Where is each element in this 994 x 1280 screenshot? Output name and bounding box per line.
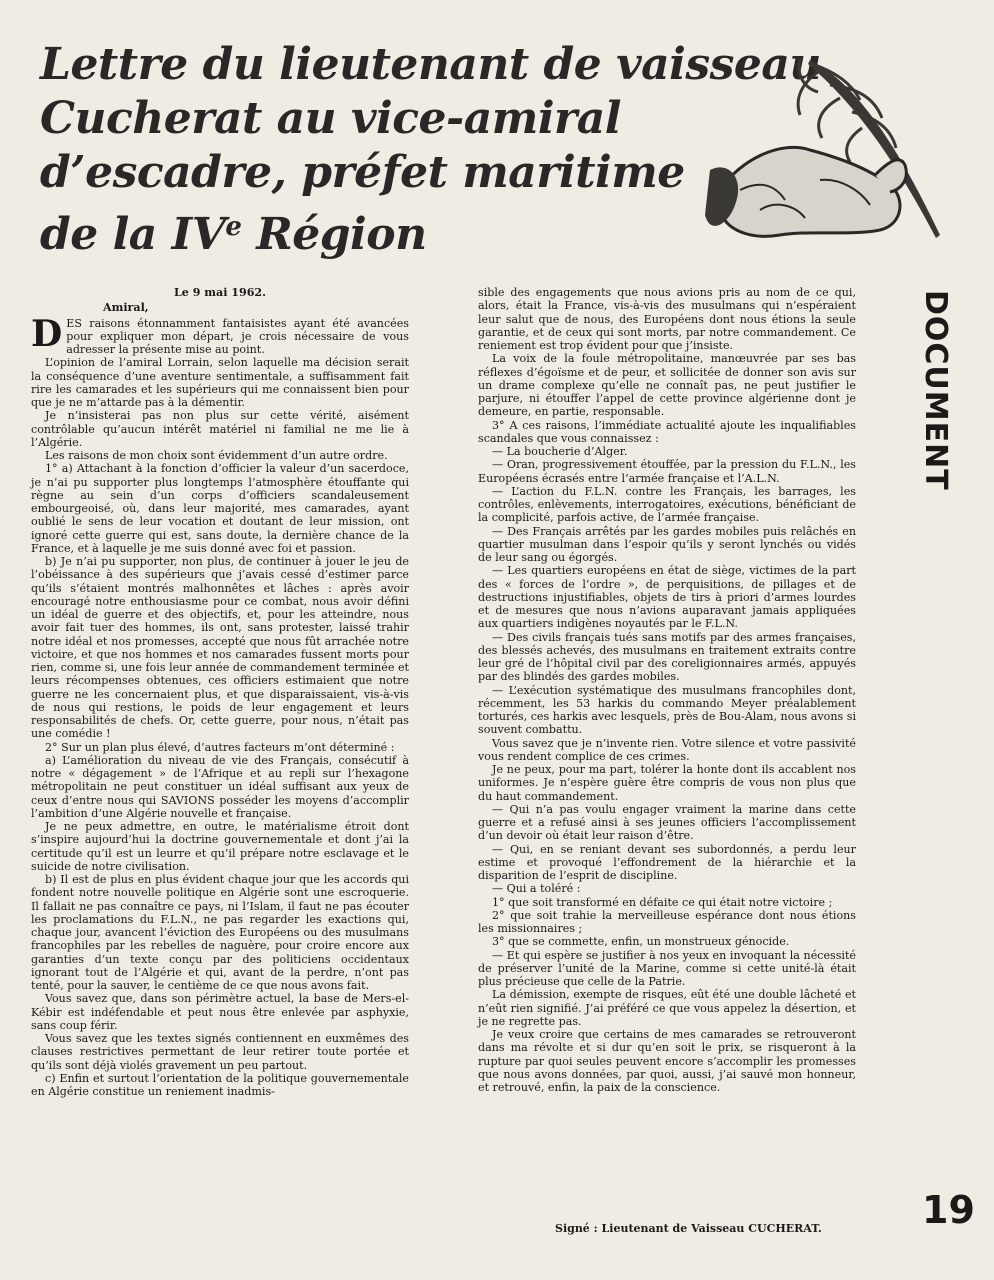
paragraph: Je ne peux admettre, en outre, le matérialisme étroit dont s’inspire aujourd’hui la doctrine gouvernementale et dont j’ai la certitude qu’il est un leurre et qu’il prépare notre esclavage et le suicide de notre civilisation. — [31, 820, 409, 873]
paragraph: c) Enfin et surtout l’orientation de la politique gouvernementale en Algérie constitue un reniement inadmis- — [31, 1071, 409, 1098]
paragraph: — La boucherie d’Alger. — [492, 445, 628, 458]
section-label-text: DOCUMENT — [918, 290, 953, 491]
paragraph: Vous savez que je n’invente rien. Votre silence et votre passivité vous rendent complice de ces crimes. — [478, 736, 856, 763]
paragraph: — Qui, en se reniant devant ses subordonnés, a perdu leur estime et provoqué l’effondrement de la hiérarchie et la disparition de l’esprit de discipline. — [478, 842, 856, 882]
left-column — [31, 286, 409, 1098]
paragraph: Je ne peux, pour ma part, tolérer la honte dont ils accablent nos uniformes. Je n’espère guère être compris de vous non plus que du haut commandement. — [478, 763, 856, 803]
title-line-4-tail: Région — [241, 209, 427, 260]
letter-salutation: Amiral, — [103, 301, 149, 315]
paragraph: La voix de la foule métropolitaine, manœuvrée par ses bas réflexes d’égoïsme et de peur, et sollicitée de donner son avis sur un drame complexe qu’elle ne connaît pas, ne peut justifier le parjure, ni étouffer l’appel de cette province algérienne dont je demeure, en partie, responsable. — [478, 352, 856, 419]
title-line-4-text: de la IV — [40, 209, 226, 260]
title-line-3: d’escadre, préfet maritime — [40, 147, 685, 198]
title-line-4 — [40, 200, 720, 262]
paragraph: sible des engagements que nous avions pris au nom de ce qui, alors, était la France, vis-à-vis des musulmans qui n’espéraient leur salut que de nous, des Européens dont nous étions la seule garantie, et de ceux qui sont morts, par notre commandement. Ce reniement est trop évident pour que j’insiste. — [478, 286, 856, 352]
paragraph: a) L’amélioration du niveau de vie des Français, consécutif à notre « dégagement » de l’Afrique et au repli sur l’hexagone métropolitain ne peut constituer un idéal suffisant aux yeux de ceux d’entre nous qui SAVIONS posséder les moyens d’accomplir l’ambition d’une Algérie nouvelle et française. — [31, 753, 409, 820]
title-superscript: e — [225, 212, 242, 242]
paragraph: b) Je n’ai pu supporter, non plus, de continuer à jouer le jeu de l’obéissance à des supérieurs que j’avais cessé d’estimer parce qu’ils s’étaient montrés malhonnêtes et lâches : après avoir encouragé notre enthousiasme pour ce combat, nous avoir défini un idéal de guerre et des objectifs, et, pour les atteindre, nous avoir fait tuer des hommes, ils ont, sans protester, laissé trahir notre idéal et nos promesses, accepté que nous fût arrachée notre victoire, et que nos hommes et nos camarades fussent morts pour rien, comme si, une fois leur année de commandement terminée et leurs récompenses obtenues, ces officiers estimaient que notre guerre ne les concernaient plus, et que disparaissaient, vis-à-vis de nous qui restions, le poids de leur engagement et leurs responsabilités de chefs. Or, cette guerre, pour nous, n’était pas une comédie ! — [31, 555, 409, 741]
paragraph: — L’action du F.L.N. contre les Français, les barrages, les contrôles, enlèvements, interrogatoires, exécutions, bénéficiant de la complicité, parfois active, de l’armée française. — [478, 484, 856, 525]
paragraph — [31, 312, 409, 357]
page-number: 19 — [922, 1188, 975, 1232]
paragraph: — L’exécution systématique des musulmans francophiles dont, récemment, les 53 harkis du commando Meyer préalablement torturés, ces harkis avec lesquels, près de Bou-Alam, nous avons si souvent combattu. — [478, 683, 856, 737]
paragraph: 1° que soit transformé en défaite ce qui était notre victoire ; — [492, 895, 833, 909]
paragraph: Vous savez que les textes signés contiennent en euxmêmes des clauses restrictives permettant de leur retirer toute portée et qu’ils sont déjà violés gravement un peu partout. — [31, 1032, 409, 1072]
paragraph: Les raisons de mon choix sont évidemment d’un autre ordre. — [45, 449, 388, 462]
paragraph: — Des Français arrêtés par les gardes mobiles puis relâchés en quartier musulman dans l’espoir qu’ils y seront lynchés ou vidés de leur sang ou égorgés. — [478, 524, 856, 564]
paragraph: — Qui a toléré : — [492, 882, 581, 896]
right-column — [478, 286, 856, 1094]
paragraph: 2° que soit trahie la merveilleuse espérance dont nous étions les missionnaires ; — [478, 908, 856, 935]
paragraph: L’opinion de l’amiral Lorrain, selon laquelle ma décision serait la conséquence d’une aventure sentimentale, a suffisamment fait rire les camarades et les supérieurs qui me connaissent bien pour que je ne m’attarde pas à la démentir. — [31, 356, 409, 409]
paragraph: — Qui n’a pas voulu engager vraiment la marine dans cette guerre et a refusé ainsi à ses jeunes officiers l’accomplissement d’un devoir où était leur raison d’être. — [478, 802, 856, 843]
paragraph: Vous savez que, dans son périmètre actuel, la base de Mers-el-Kébir est indéfendable et peut nous être enlevée par asphyxie, sans coup férir. — [31, 992, 409, 1032]
paragraph: b) Il est de plus en plus évident chaque jour que les accords qui fondent notre nouvelle politique en Algérie sont une escroquerie. Il fallait ne pas connaître ce pays, ni l’Islam, il faut ne pas écouter les proclamations du F.L.N., ne pas regarder les exactions qui, chaque jour, avancent l’éviction des Européens ou des musulmans francophiles par les rebelles de naguère, pour croire encore aux garanties d’un texte conçu par des politiciens occidentaux ignorant tout de l’Algérie et qui, avant de la perdre, n’ont pas tenté, pour la sauver, le centième de ce que nous avons fait. — [31, 873, 409, 992]
article-title — [40, 38, 821, 262]
paragraph: — Les quartiers européens en état de siège, victimes de la part des « forces de l’ordre », de perquisitions, de pillages et de destructions injustifiables, objets de tirs à priori d’armes lourdes et de mesures que nous n’avions auparavant jamais appliquées aux quartiers indigènes noyautés par le F.L.N. — [478, 564, 856, 631]
paragraph: La démission, exempte de risques, eût été une double lâcheté et n’eût rien signifié. J’ai préféré ce que vous appelez la désertion, et je ne regrette pas. — [478, 988, 856, 1028]
drop-cap: D — [31, 312, 63, 355]
paragraph: Je n’insisterai pas non plus sur cette vérité, aisément contrôlable qu’aucun intérêt matériel ni familial ne me lie à l’Algérie. — [31, 409, 409, 449]
paragraph: 1° a) Attachant à la fonction d’officier la valeur d’un sacerdoce, je n’ai pu supporter plus longtemps l’atmosphère étouffante qui règne au sein d’un corps d’officiers scandaleusement embourgeoisé, où, dans leur majorité, mes camarades, ayant oublié le sens de leur vocation et doutant de leur mission, ont ignoré cette guerre qui est, sans doute, la dernière chance de la France, et à laquelle je me suis donné avec foi et passion. — [31, 462, 409, 555]
paragraph: 3° A ces raisons, l’immédiate actualité ajoute les inqualifiables scandales que vous connaissez : — [478, 418, 856, 445]
paragraph: 2° Sur un plan plus élevé, d’autres facteurs m’ont déterminé : — [45, 740, 395, 754]
paragraph: Je veux croire que certains de mes camarades se retrouveront dans ma révolte et si dur qu’en soit le prix, se risqueront à la rupture par quoi seules peuvent encore s’accomplir les promesses que nous avons données, par quoi, aussi, j’ai sauvé mon honneur, et retrouvé, enfin, la paix de la conscience. — [478, 1028, 856, 1094]
letter-date: Le 9 mai 1962. — [173, 286, 267, 299]
title-line-2: Cucherat au vice-amiral — [40, 93, 621, 144]
paragraph: — Et qui espère se justifier à nos yeux en invoquant la nécessité de préserver l’unité de la Marine, comme si cette unité-là était plus précieuse que celle de la Patrie. — [478, 948, 856, 988]
quill-hand-illustration — [700, 40, 950, 250]
title-line-1: Lettre du lieutenant de vaisseau — [40, 39, 821, 90]
paragraph: 3° que se commette, enfin, un monstrueux génocide. — [492, 935, 790, 949]
section-label — [905, 290, 955, 491]
paragraph-text: ES raisons étonnamment fantaisistes ayant été avancées pour expliquer mon départ, je crois nécessaire de vous adresser la présente mise au point. — [66, 316, 409, 356]
paragraph: — Oran, progressivement étouffée, par la pression du F.L.N., les Européens écrasés entre l’armée française et l’A.L.N. — [478, 458, 856, 485]
letter-signature: Signé : Lieutenant de Vaisseau CUCHERAT. — [555, 1222, 822, 1235]
paragraph: — Des civils français tués sans motifs par des armes françaises, des blessés achevés, des musulmans en traitement extraits contre leur gré de l’hôpital civil par des coreligionnaires armés, appuyés par des blindés des gardes mobiles. — [478, 630, 856, 684]
